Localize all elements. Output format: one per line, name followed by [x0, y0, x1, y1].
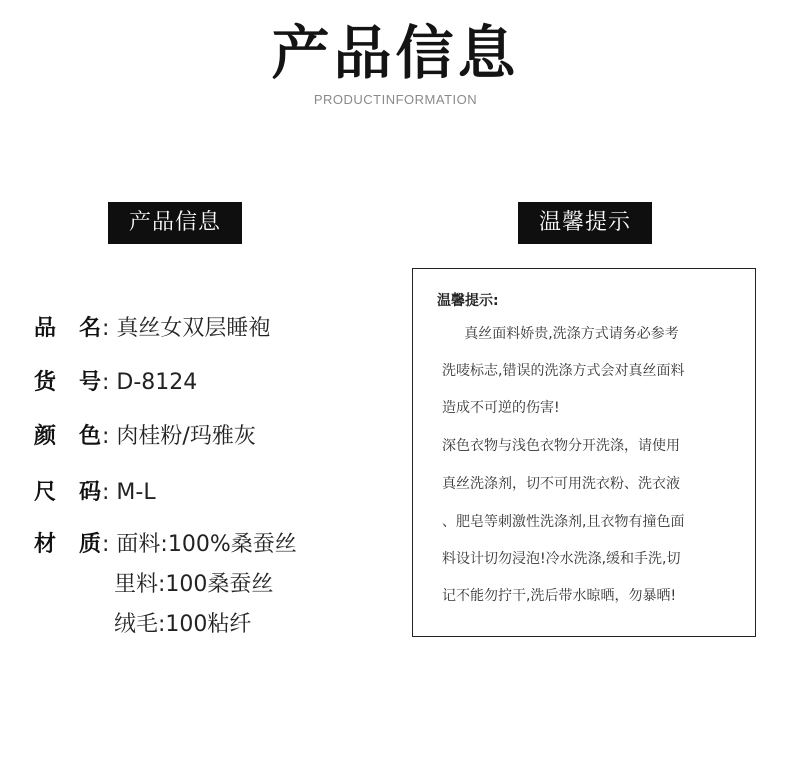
spec-value: 面料:100%桑蚕丝: [116, 532, 297, 557]
spec-value: M-L: [116, 480, 156, 505]
material-lining: 里料:100桑蚕丝: [114, 572, 274, 597]
page-title: 产品信息: [271, 19, 520, 87]
page-subtitle: PRODUCTINFORMATION: [313, 92, 478, 107]
tips-box: [412, 268, 756, 637]
spec-separator: :: [102, 480, 110, 505]
tips-line: 、肥皂等刺激性洗涤剂,且衣物有撞色面: [442, 514, 685, 530]
spec-separator: :: [102, 316, 110, 341]
tips-line: 深色衣物与浅色衣物分开洗涤，请使用: [442, 438, 680, 454]
spec-value: 肉桂粉/玛雅灰: [116, 424, 256, 449]
tips-heading: 温馨提示:: [437, 293, 499, 309]
spec-separator: :: [102, 532, 110, 557]
spec-row-name: [34, 314, 270, 344]
spec-label: 尺 码: [34, 480, 101, 505]
spec-row-material: [34, 530, 297, 560]
spec-separator: :: [102, 424, 110, 449]
spec-separator: :: [102, 370, 110, 395]
tips-line: 料设计切勿浸泡!冷水洗涤,缓和手洗,切: [442, 551, 681, 567]
tips-line: 真丝面料娇贵,洗涤方式请务必参考: [442, 326, 679, 342]
tips-line: 记不能勿拧干,洗后带水晾晒，勿暴晒!: [442, 588, 677, 604]
spec-label: 货 号: [34, 370, 101, 395]
tips-line: 真丝洗涤剂，切不可用洗衣粉、洗衣液: [442, 476, 680, 492]
spec-row-size: [34, 478, 156, 508]
material-fleece: 绒毛:100粘纤: [114, 612, 252, 637]
product-info-tag: 产品信息: [108, 202, 242, 244]
spec-label: 颜 色: [34, 424, 101, 449]
spec-row-color: [34, 422, 256, 452]
spec-value: D-8124: [116, 370, 198, 395]
tips-tag: 温馨提示: [518, 202, 652, 244]
tips-line: 洗唛标志,错误的洗涤方式会对真丝面料: [442, 363, 685, 379]
spec-label: 品 名: [34, 316, 101, 341]
spec-label: 材 质: [34, 532, 101, 557]
tips-line: 造成不可逆的伤害!: [442, 400, 560, 416]
spec-value: 真丝女双层睡袍: [116, 316, 271, 341]
spec-row-sku: [34, 368, 197, 398]
